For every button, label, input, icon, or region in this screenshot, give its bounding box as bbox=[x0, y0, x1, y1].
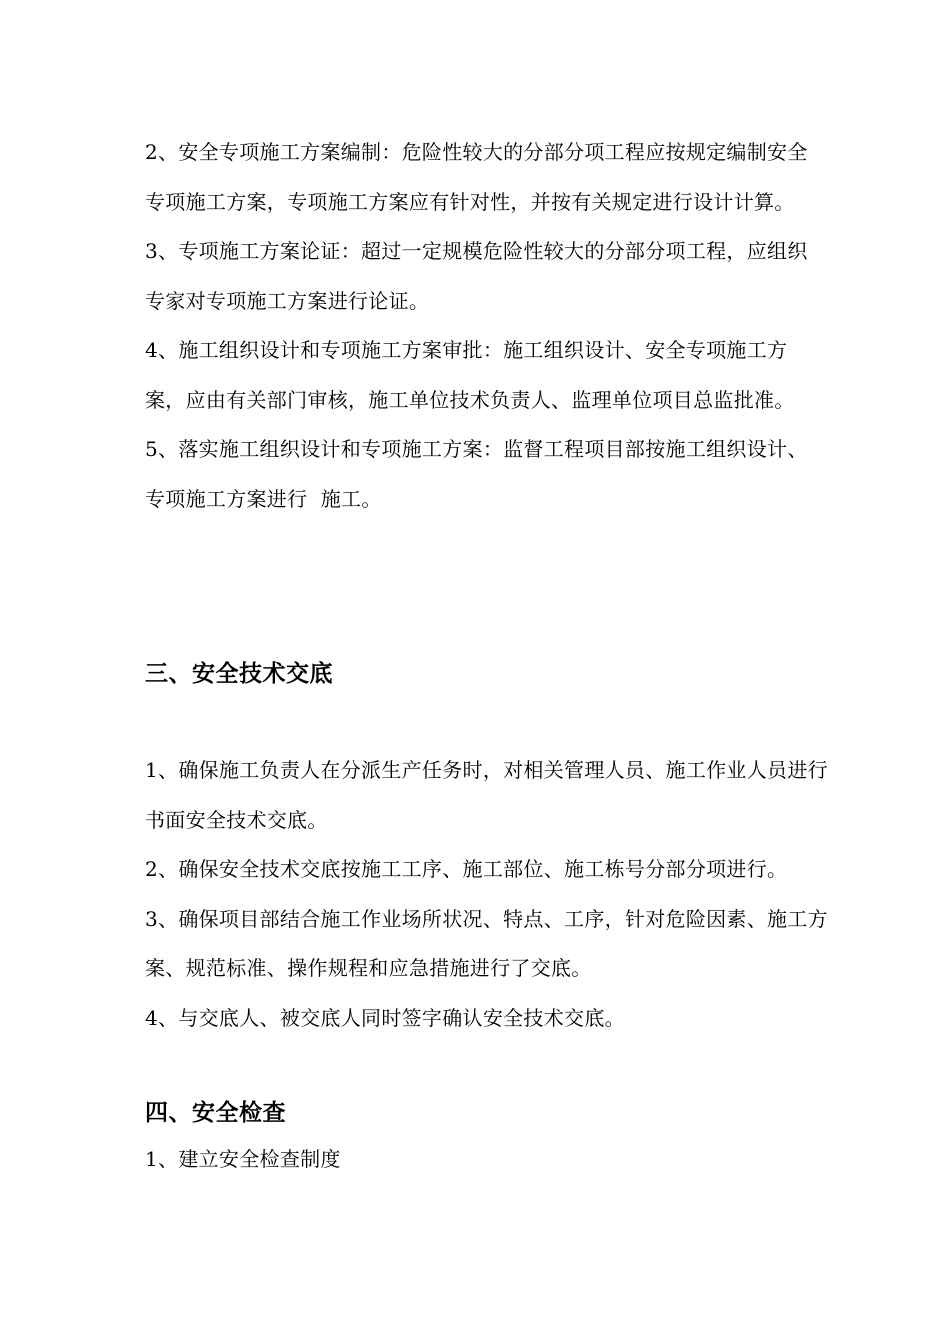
section-3-body bbox=[145, 746, 835, 1043]
paragraph: 4、与交底人、被交底人同时签字确认安全技术交底。 bbox=[145, 1005, 625, 1030]
paragraph: 5、落实施工组织设计和专项施工方案：监督工程项目部按施工组织设计、专项施工方案进行 施工。 bbox=[145, 437, 808, 511]
paragraph: 3、确保项目部结合施工作业场所状况、特点、工序，针对危险因素、施工方案、规范标准、操作规程和应急措施进行了交底。 bbox=[145, 906, 828, 980]
paragraph: 2、确保安全技术交底按施工工序、施工部位、施工栋号分部分项进行。 bbox=[145, 857, 788, 881]
section-heading: 三、安全技术交底 bbox=[145, 661, 333, 687]
section-2-body bbox=[145, 128, 815, 524]
section-4-body bbox=[145, 1135, 835, 1185]
paragraph: 4、施工组织设计和专项施工方案审批：施工组织设计、安全专项施工方案，应由有关部门审核，施工单位技术负责人、监理单位项目总监批准。 bbox=[145, 338, 795, 412]
section-heading: 四、安全检查 bbox=[145, 1100, 286, 1126]
paragraph: 3、专项施工方案论证：超过一定规模危险性较大的分部分项工程，应组织专家对专项施工方案进行论证。 bbox=[145, 239, 808, 313]
paragraph: 2、安全专项施工方案编制：危险性较大的分部分项工程应按规定编制安全专项施工方案，专项施工方案应有针对性，并按有关规定进行设计计算。 bbox=[145, 140, 808, 214]
paragraph: 1、确保施工负责人在分派生产任务时，对相关管理人员、施工作业人员进行书面安全技术交底。 bbox=[145, 758, 828, 832]
paragraph: 1、建立安全检查制度 bbox=[145, 1147, 341, 1171]
